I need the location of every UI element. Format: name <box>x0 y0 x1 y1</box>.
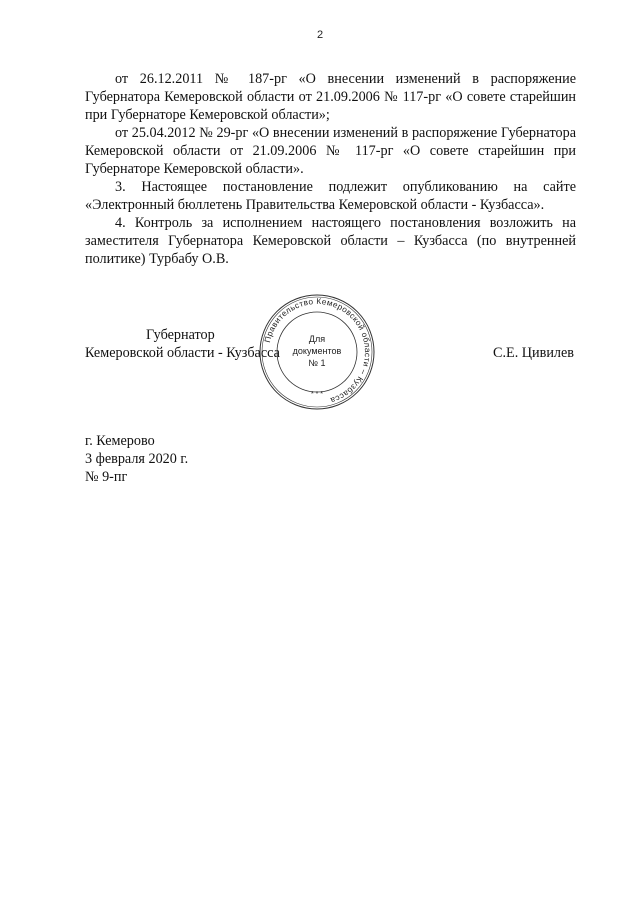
footer-number: № 9-пг <box>85 469 128 485</box>
seal-stars: * * * <box>310 391 324 398</box>
footer-date: 3 февраля 2020 г. <box>85 451 189 467</box>
document-footer <box>85 432 188 486</box>
signature-organization: Кемеровской области - Кузбасса <box>85 345 280 361</box>
official-seal-stamp <box>257 292 377 412</box>
seal-ring-text: Правительство Кемеровской области – Кузбасса <box>262 296 373 406</box>
paragraph-amendment-2012: от 25.04.2012 № 29-рг «О внесении изменений в распоряжение Губернатора Кемеровской области от 21.09.2006 № 117-рг «О совете старейшин при Губернаторе Кемеровской области». <box>85 125 576 177</box>
seal-center-line2: документов <box>292 346 342 356</box>
seal-center-line3: № 1 <box>308 358 326 368</box>
paragraph-publication: 3. Настоящее постановление подлежит опубликованию на сайте «Электронный бюллетень Правительства Кемеровской области - Кузбасса». <box>85 179 576 213</box>
signature-title: Губернатор <box>146 327 215 343</box>
footer-city: г. Кемерово <box>85 433 155 449</box>
signature-name: С.Е. Цивилев <box>493 345 574 361</box>
document-body <box>85 70 576 268</box>
page-number: 2 <box>316 29 324 41</box>
paragraph-control: 4. Контроль за исполнением настоящего постановления возложить на заместителя Губернатора Кемеровской области – Кузбасса (по внутренней политике) Турбабу О.В. <box>85 215 576 267</box>
seal-center-line1: Для <box>308 334 326 344</box>
paragraph-amendment-2011: от 26.12.2011 № 187-рг «О внесении изменений в распоряжение Губернатора Кемеровской области от 21.09.2006 № 117-рг «О совете старейшин при Губернаторе Кемеровской области»; <box>85 71 576 123</box>
